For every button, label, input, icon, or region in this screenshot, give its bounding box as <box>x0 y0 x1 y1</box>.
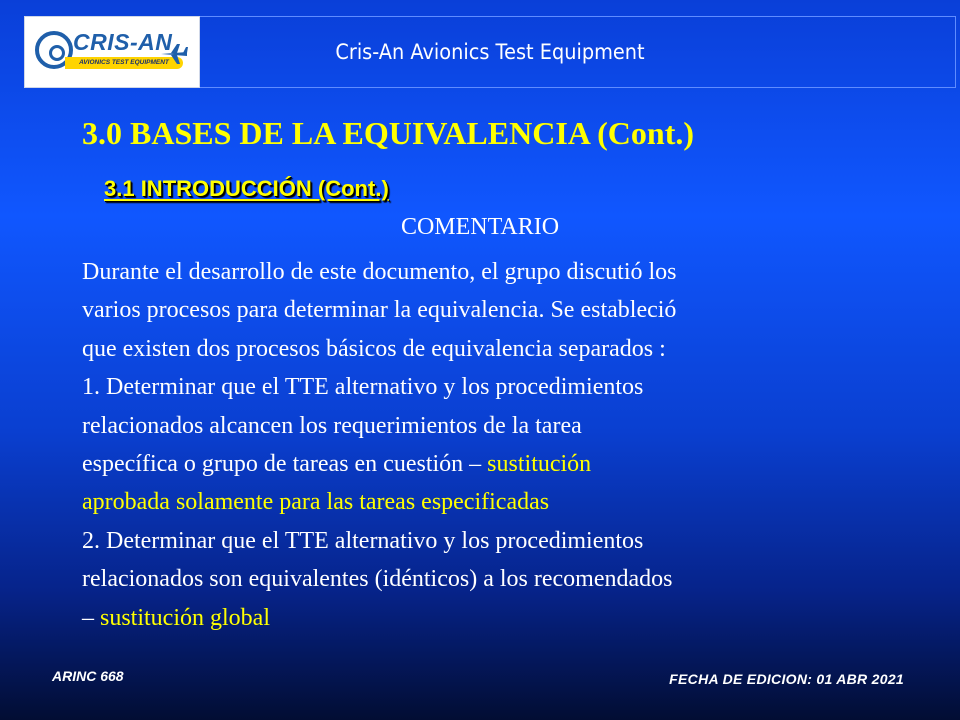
footer-edition-date: FECHA DE EDICION: 01 ABR 2021 <box>669 671 904 687</box>
slide-subtitle: 3.1 INTRODUCCIÓN (Cont.) <box>104 176 389 201</box>
airplane-icon <box>159 43 189 65</box>
line-text: – <box>82 604 100 631</box>
line-text: relacionados son equivalentes (idénticos) a los recomendados <box>82 566 673 593</box>
line-highlight: aprobada solamente para las tareas especificadas <box>82 489 550 516</box>
body-line <box>82 368 902 406</box>
line-text: Durante el desarrollo de este documento, el grupo discutió los <box>82 259 677 285</box>
body-line <box>82 407 902 445</box>
line-highlight: sustitución <box>487 451 592 478</box>
section-label: COMENTARIO <box>400 214 560 240</box>
header-title: Cris-An Avionics Test Equipment <box>335 40 645 64</box>
body-line <box>82 253 902 291</box>
body-line <box>82 522 902 560</box>
logo-name: CRIS-AN <box>73 29 173 55</box>
body-line <box>82 445 902 483</box>
line-text: relacionados alcancen los requerimientos de la tarea <box>82 412 582 439</box>
line-text: específica o grupo de tareas en cuestión – <box>82 451 488 478</box>
body-line <box>82 330 902 368</box>
line-text: que existen dos procesos básicos de equivalencia separados : <box>82 335 666 362</box>
line-highlight: sustitución global <box>100 604 270 631</box>
line-text: 2. Determinar que el TTE alternativo y los procedimientos <box>82 527 644 554</box>
body-line <box>82 599 902 637</box>
line-text: 1. Determinar que el TTE alternativo y los procedimientos <box>82 374 644 401</box>
logo-tagline: AVIONICS TEST EQUIPMENT <box>65 57 183 69</box>
body-text <box>82 253 902 637</box>
slide-title: 3.0 BASES DE LA EQUIVALENCIA (Cont.) <box>82 115 694 151</box>
footer-document-id: ARINC 668 <box>52 668 124 684</box>
company-logo <box>24 16 200 88</box>
body-line <box>82 483 902 521</box>
line-text: varios procesos para determinar la equivalencia. Se estableció <box>82 297 677 324</box>
body-line <box>82 291 902 329</box>
body-line <box>82 560 902 598</box>
